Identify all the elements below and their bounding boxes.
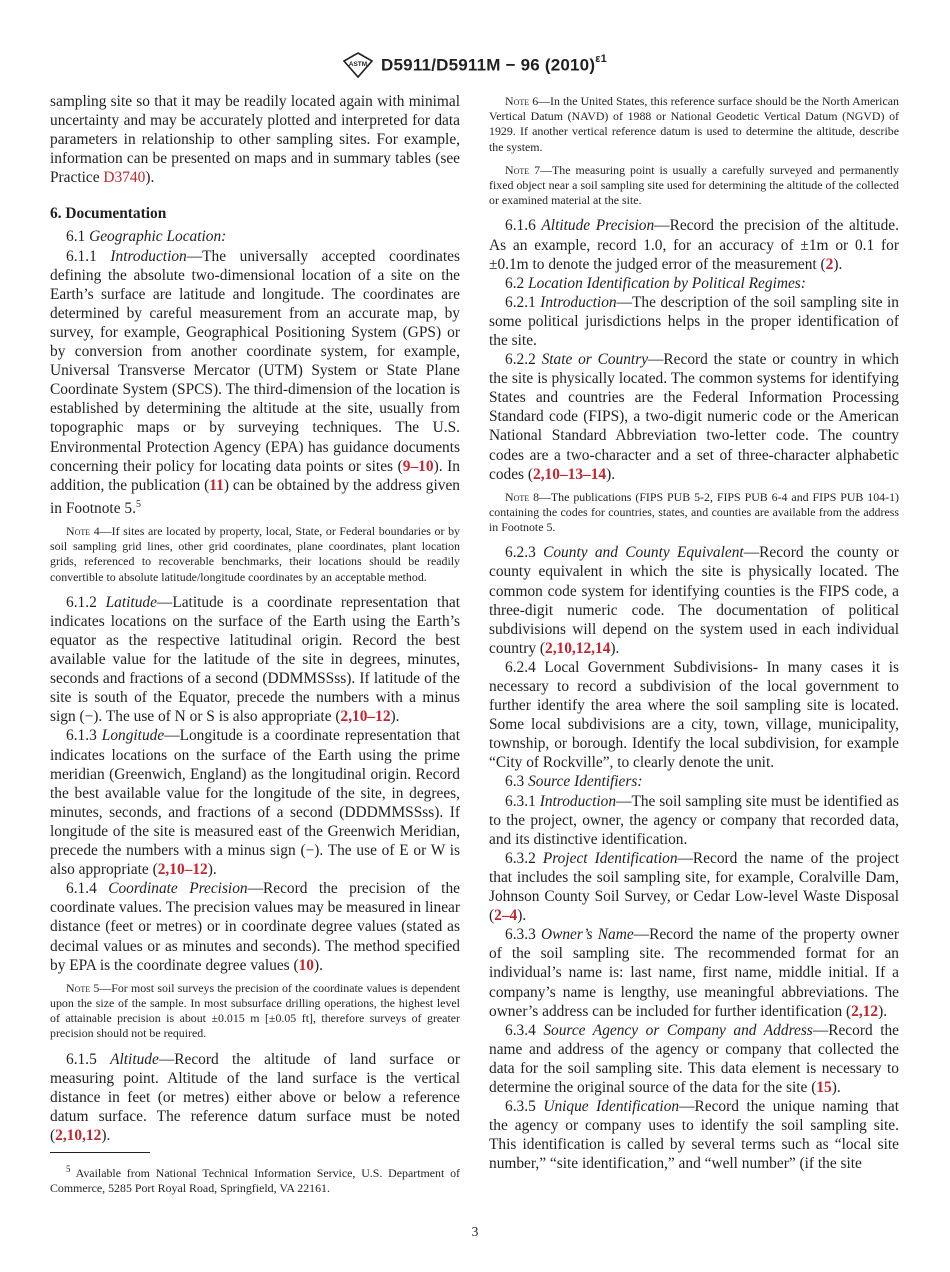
reference-link[interactable]: 2,10,12	[55, 1126, 102, 1144]
paragraph-intro: sampling site so that it may be readily located again with minimal uncertainty and may be accurately plotted and interpreted for data parameters in relationship to other sampling sites. For example, information can be presented on maps and in summary tables (see Practice D3740).	[50, 93, 460, 187]
page-header	[0, 52, 950, 83]
footnote-ref: 5	[135, 498, 141, 510]
reference-link[interactable]: 2,12	[851, 1002, 879, 1020]
reference-link[interactable]: 2,10–13–14	[533, 465, 607, 483]
section-6-3-5: 6.3.5 Unique Identification—Record the unique naming that the agency or company uses to identify the soil sampling site. This identification is called by several terms such as “local site number,” “site identification,” and “well number” (if the site	[489, 1098, 899, 1173]
section-6-1-4: 6.1.4 Coordinate Precision—Record the precision of the coordinate values. The precision values may be measured in linear distance (feet or metres) or in coordinate degree values (stated as decimal values or as minutes and seconds). The method specified by EPA is the coordinate degree values (10).	[50, 880, 460, 974]
standard-designation: D5911/D5911M − 96 $(2010)^{\varepsilon 1}$	[381, 52, 607, 75]
reference-link[interactable]: 11	[209, 476, 224, 494]
link-d3740[interactable]: D3740	[103, 169, 146, 187]
section-6-3-4: 6.3.4 Source Agency or Company and Address—Record the name and address of the agency or company that collected the data for the soil sampling site. This data element is necessary to determine the original source of the data for the site (15).	[489, 1021, 900, 1096]
section-6-2-3: 6.2.3 County and County Equivalent—Record the county or county equivalent in which the site is physically located. The common code system for identifying counties is the FIPS code, a three-digit numeric code. The documentation of political subdivisions will depend on the system used in each individual country (2,10,12,14).	[489, 544, 899, 657]
page-number: 3	[471, 1224, 479, 1239]
section-6-1-6: 6.1.6 Altitude Precision—Record the precision of the altitude. As an example, record 1.0, for an accuracy of ±1m or 0.1 for ±0.1m to denote the judged error of the measurement (2).	[489, 217, 899, 273]
right-column	[489, 92, 899, 1173]
section-6-3-2: 6.3.2 Project Identification—Record the name of the project that includes the soil sampling site, for example, Coralville Dam, Johnson County Soil Survey, or Cedar Low-level Waste Disposal (2–4).	[489, 849, 899, 925]
reference-link[interactable]: 9–10	[402, 457, 434, 475]
footnote-divider	[50, 1152, 150, 1153]
section-6-2-4: 6.2.4 Local Government Subdivisions- In many cases it is necessary to record a subdivision of the local government to further identify the area where the soil sampling site is located. Some local subdivisions are a city, town, village, municipality, township, or borough. Identify the local subdivision, for example “City of Rockville”, to clearly denote the unit.	[489, 658, 899, 772]
section-6-1-3: 6.1.3 Longitude—Longitude is a coordinate representation that indicates locations on the surface of the Earth using the prime meridian (Greenwich, England) as the longitudinal origin. Record the best available value for the longitude of the site, in degrees, minutes, seconds, and fractions of a second (DDDMMSSss). If longitude of the site is measured east of the Greenwich Meridian, precede the numbers with a minus sign (−). The use of E or W is also appropriate (2,10–12).	[50, 727, 460, 879]
section-6-2-2: 6.2.2 State or Country—Record the state or country in which the site is physically located. The common systems for identifying States and countries are the Federal Information Processing Standard code (FIPS), a two-digit numeric code or the American National Standard Abbreviation two-letter code. The country codes are a two-character and a set of three-character alphabetic codes (2,10–13–14).	[489, 351, 899, 483]
reference-link[interactable]: 2–4	[494, 907, 518, 925]
section-heading-documentation: 6. Documentation	[50, 205, 167, 223]
section-6-2-1: 6.2.1 Introduction—The description of the soil sampling site in some political jurisdictions helps in the proper identification of the site.	[489, 293, 899, 349]
reference-link[interactable]: 2,10,12,14	[545, 639, 611, 657]
note-4: Note 4—If sites are located by property, local, State, or Federal boundaries or by soil sampling grid lines, other grid coordinates, plane coordinates, plant location grids, referenced to recoverable benchmarks, their locations should be readily convertible to absolute latitude/longitude coordinates by an acceptable method.	[50, 524, 460, 584]
section-6-1-2: 6.1.2 Latitude—Latitude is a coordinate representation that indicates locations on the surface of the Earth using the Earth’s equator as the respective latitudinal origin. Record the best available value for the latitude of the site in degrees, minutes, seconds and fractions of a second (DDMMSSss). If latitude of the site is south of the Equator, precede the numbers with a minus sign (−). The use of N or S is also appropriate (2,10–12).	[50, 593, 460, 726]
section-6-1-5: 6.1.5 Altitude—Record the altitude of land surface or measuring point. Altitude of the land surface is the vertical distance in feet (or metres) either above or below a reference datum surface. The reference datum surface must be noted (2,10,12).	[50, 1050, 460, 1144]
left-column	[50, 92, 460, 1145]
note-5: Note 5—For most soil surveys the precision of the coordinate values is dependent upon the size of the sample. In most subsurface drilling operations, the highest level of attainable precision is about ±0.015 m [±0.05 ft], therefore surveys of greater precision should not be required.	[50, 980, 460, 1041]
epsilon-superscript: ε1	[595, 52, 607, 65]
section-6-2: 6.2 Location Identification by Political Regimes:	[505, 274, 806, 292]
reference-link[interactable]: 10	[298, 956, 314, 974]
astm-logo-icon	[343, 52, 373, 78]
section-6-1-1: 6.1.1 Introduction—The universally accepted coordinates defining the absolute two-dimensional location of a site on the Earth’s surface are latitude and longitude. The coordinates are determined by careful measurement from an accurate map, by survey, for example, Geographical Positioning System (GPS) or by conversion from another coordinate system, for example, Universal Transverse Mercator (UTM) System or State Plane Coordinate System (SPCS). The third-dimension of the location is established by determining the altitude at the site, usually from topographic maps or by surveying techniques. The U.S. Environmental Protection Agency (EPA) has guidance documents concerning their policy for locating data points or sites (9–10). In addition, the publication (11) can be obtained by the address given in Footnote 5.$^5$	[50, 247, 460, 517]
section-6-3-3: 6.3.3 Owner’s Name—Record the name of the property owner of the soil sampling site. The recommended format for an individual’s name is: last name, first name, middle initial. If a company’s name is lengthy, use meaningful abbreviations. The owner’s address can be included for further identification (2,12).	[489, 926, 899, 1020]
reference-link[interactable]: 2,10–12	[340, 708, 391, 726]
section-6-3-1: 6.3.1 Introduction—The soil sampling site must be identified as to the project, owner, the agency or company that recorded data, and its distinctive identification.	[489, 792, 899, 848]
note-7: Note 7—The measuring point is usually a carefully surveyed and permanently fixed object near a soil sampling site used for determining the altitude of the collected or examined material at the site.	[489, 162, 899, 208]
footnote-5: $^5$ Available from National Technical Information Service, U.S. Department of Commerce, 5285 Port Royal Road, Springfield, VA 22161.	[50, 1164, 460, 1196]
note-6: Note 6—In the United States, this reference surface should be the North American Vertical Datum (NAVD) of 1988 or National Geodetic Vertical Datum (NGVD) of 1929. If another vertical reference datum is used to determine the altitude, describe the system.	[489, 94, 899, 154]
section-6-3: 6.3 Source Identifiers:	[505, 773, 643, 791]
reference-link[interactable]: 2	[825, 255, 834, 273]
note-8: Note 8—The publications (FIPS PUB 5-2, FIPS PUB 6-4 and FIPS PUB 104-1) containing the codes for countries, states, and counties are available from the address in Footnote 5.	[489, 489, 899, 535]
reference-link[interactable]: 15	[816, 1078, 832, 1096]
reference-link[interactable]: 2,10–12	[157, 861, 208, 879]
svg-text:ASTM: ASTM	[348, 61, 368, 68]
section-6-1: 6.1 Geographic Location:	[66, 228, 227, 246]
